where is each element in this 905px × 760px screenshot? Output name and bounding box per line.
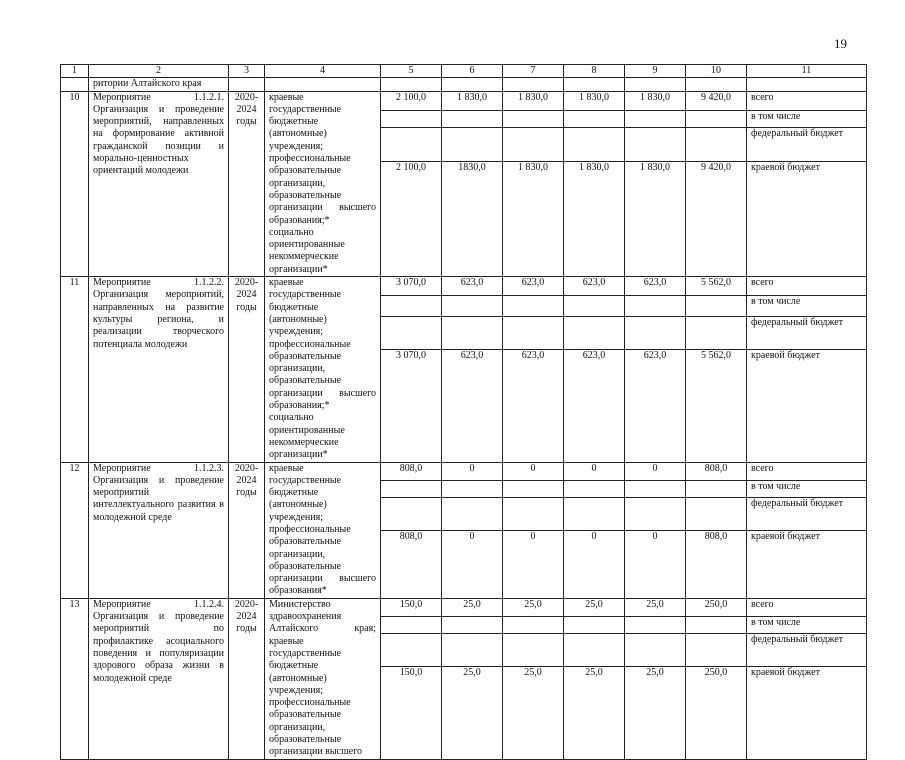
activity-period: 2020-2024 годы	[229, 277, 265, 462]
total-amount-cell: 150,0	[381, 598, 442, 616]
total-amount-cell: 25,0	[625, 598, 686, 616]
empty-cell	[442, 316, 503, 349]
regional-amount-cell: 25,0	[625, 666, 686, 759]
regional-amount-cell: 25,0	[564, 666, 625, 759]
activity-name: Мероприятие 1.1.2.3. Организация и проведение мероприятий интеллектуального развития в молодежной среде	[89, 462, 229, 598]
empty-cell	[686, 617, 747, 634]
regional-amount-cell: 808,0	[686, 530, 747, 598]
column-number-header: 1	[61, 65, 89, 78]
empty-cell	[503, 295, 564, 316]
activity-executor: краевые государственные бюджетные (автономные) учреждения; профессиональные образовательные организации, образовательные организации высшего образования;* социально ориентированные некоммерческие организации*	[265, 277, 381, 462]
empty-cell	[229, 78, 265, 91]
total-amount-cell: 623,0	[442, 277, 503, 296]
regional-amount-cell: 25,0	[503, 666, 564, 759]
total-amount-cell: 25,0	[442, 598, 503, 616]
column-number-header: 4	[265, 65, 381, 78]
column-number-header: 3	[229, 65, 265, 78]
total-amount-cell: 3 070,0	[381, 277, 442, 296]
empty-cell	[381, 498, 442, 531]
empty-cell	[442, 480, 503, 497]
empty-cell	[625, 617, 686, 634]
row-number: 13	[61, 598, 89, 759]
total-amount-cell: 623,0	[564, 277, 625, 296]
funding-label-total: всего	[747, 462, 867, 480]
empty-cell	[686, 295, 747, 316]
column-number-header: 2	[89, 65, 229, 78]
regional-amount-cell: 25,0	[442, 666, 503, 759]
program-activities-table	[60, 64, 867, 760]
total-amount-cell: 808,0	[686, 462, 747, 480]
activity-period: 2020-2024 годы	[229, 91, 265, 276]
page-number: 19	[834, 36, 847, 51]
regional-amount-cell: 1830,0	[442, 162, 503, 277]
funding-label-including: в том числе	[747, 617, 867, 634]
column-number-header: 8	[564, 65, 625, 78]
empty-cell	[442, 617, 503, 634]
total-amount-cell: 25,0	[503, 598, 564, 616]
empty-cell	[564, 78, 625, 91]
regional-amount-cell: 623,0	[625, 349, 686, 462]
activity-executor: Министерство здравоохранения Алтайского края; краевые государственные бюджетные (автономные) учреждения; профессиональные образовательные организации, образовательные организации высшего	[265, 598, 381, 759]
empty-cell	[625, 78, 686, 91]
funding-label-federal: федеральный бюджет	[747, 634, 867, 667]
regional-amount-cell: 1 830,0	[564, 162, 625, 277]
regional-amount-cell: 0	[503, 530, 564, 598]
funding-label-total: всего	[747, 277, 867, 296]
regional-amount-cell: 0	[442, 530, 503, 598]
column-number-header: 7	[503, 65, 564, 78]
empty-cell	[61, 78, 89, 91]
regional-amount-cell: 0	[625, 530, 686, 598]
funding-label-total: всего	[747, 91, 867, 110]
regional-amount-cell: 0	[564, 530, 625, 598]
activity-row	[61, 91, 867, 110]
regional-amount-cell: 250,0	[686, 666, 747, 759]
regional-amount-cell: 150,0	[381, 666, 442, 759]
empty-cell	[381, 128, 442, 162]
activity-name: Мероприятие 1.1.2.2. Организация мероприятий, направленных на развитие культуры региона, и реализации творческого потенциала молодежи	[89, 277, 229, 462]
empty-cell	[265, 78, 381, 91]
empty-cell	[625, 480, 686, 497]
empty-cell	[381, 78, 442, 91]
empty-cell	[381, 316, 442, 349]
empty-cell	[381, 110, 442, 128]
column-number-header: 6	[442, 65, 503, 78]
regional-amount-cell: 808,0	[381, 530, 442, 598]
row-number: 10	[61, 91, 89, 276]
empty-cell	[686, 480, 747, 497]
funding-label-including: в том числе	[747, 110, 867, 128]
funding-label-including: в том числе	[747, 295, 867, 316]
empty-cell	[442, 498, 503, 531]
empty-cell	[503, 480, 564, 497]
activity-row	[61, 598, 867, 616]
empty-cell	[564, 480, 625, 497]
activity-name: Мероприятие 1.1.2.4. Организация и проведение мероприятий по профилактике асоциального поведения и популяризации здорового образа жизни в молодежной среде	[89, 598, 229, 759]
empty-cell	[625, 498, 686, 531]
empty-cell	[503, 617, 564, 634]
empty-cell	[686, 316, 747, 349]
activity-row	[61, 462, 867, 480]
funding-label-total: всего	[747, 598, 867, 616]
continuation-row	[61, 78, 867, 91]
empty-cell	[564, 110, 625, 128]
empty-cell	[686, 78, 747, 91]
column-number-header: 9	[625, 65, 686, 78]
empty-cell	[503, 78, 564, 91]
regional-amount-cell: 623,0	[564, 349, 625, 462]
empty-cell	[564, 316, 625, 349]
total-amount-cell: 0	[625, 462, 686, 480]
funding-label-including: в том числе	[747, 480, 867, 497]
total-amount-cell: 250,0	[686, 598, 747, 616]
empty-cell	[625, 295, 686, 316]
total-amount-cell: 1 830,0	[503, 91, 564, 110]
empty-cell	[381, 617, 442, 634]
activity-executor: краевые государственные бюджетные (автономные) учреждения; профессиональные образовательные организации, образовательные организации высшего образования;* социально ориентированные некоммерческие организации*	[265, 91, 381, 276]
empty-cell	[564, 617, 625, 634]
total-amount-cell: 9 420,0	[686, 91, 747, 110]
empty-cell	[503, 316, 564, 349]
empty-cell	[564, 498, 625, 531]
row-number: 12	[61, 462, 89, 598]
column-number-header: 11	[747, 65, 867, 78]
column-number-header: 10	[686, 65, 747, 78]
empty-cell	[686, 110, 747, 128]
empty-cell	[442, 295, 503, 316]
row-number: 11	[61, 277, 89, 462]
empty-cell	[564, 128, 625, 162]
empty-cell	[503, 128, 564, 162]
empty-cell	[503, 498, 564, 531]
total-amount-cell: 0	[442, 462, 503, 480]
funding-label-federal: федеральный бюджет	[747, 498, 867, 531]
regional-amount-cell: 3 070,0	[381, 349, 442, 462]
total-amount-cell: 623,0	[503, 277, 564, 296]
funding-label-regional: краевой бюджет	[747, 162, 867, 277]
total-amount-cell: 1 830,0	[564, 91, 625, 110]
empty-cell	[442, 110, 503, 128]
total-amount-cell: 623,0	[625, 277, 686, 296]
activity-name: Мероприятие 1.1.2.1. Организация и проведение мероприятий, направленных на формирование активной гражданской позиции и морально-ценностных ориентаций молодежи	[89, 91, 229, 276]
empty-cell	[564, 295, 625, 316]
empty-cell	[381, 480, 442, 497]
empty-cell	[625, 128, 686, 162]
activity-period: 2020-2024 годы	[229, 598, 265, 759]
activity-period: 2020-2024 годы	[229, 462, 265, 598]
empty-cell	[381, 295, 442, 316]
regional-amount-cell: 623,0	[442, 349, 503, 462]
empty-cell	[747, 78, 867, 91]
empty-cell	[625, 110, 686, 128]
empty-cell	[625, 316, 686, 349]
regional-amount-cell: 1 830,0	[625, 162, 686, 277]
empty-cell	[442, 78, 503, 91]
activity-row	[61, 277, 867, 296]
funding-label-federal: федеральный бюджет	[747, 128, 867, 162]
activity-executor: краевые государственные бюджетные (автономные) учреждения; профессиональные образовательные организации, образовательные организации высшего образования*	[265, 462, 381, 598]
total-amount-cell: 2 100,0	[381, 91, 442, 110]
total-amount-cell: 25,0	[564, 598, 625, 616]
total-amount-cell: 5 562,0	[686, 277, 747, 296]
continuation-text: ритории Алтайского края	[89, 78, 229, 91]
total-amount-cell: 1 830,0	[625, 91, 686, 110]
funding-label-regional: краевой бюджет	[747, 349, 867, 462]
funding-label-regional: краевой бюджет	[747, 530, 867, 598]
regional-amount-cell: 2 100,0	[381, 162, 442, 277]
funding-label-regional: краевой бюджет	[747, 666, 867, 759]
total-amount-cell: 0	[503, 462, 564, 480]
empty-cell	[686, 498, 747, 531]
empty-cell	[686, 128, 747, 162]
regional-amount-cell: 9 420,0	[686, 162, 747, 277]
total-amount-cell: 1 830,0	[442, 91, 503, 110]
total-amount-cell: 808,0	[381, 462, 442, 480]
regional-amount-cell: 623,0	[503, 349, 564, 462]
funding-label-federal: федеральный бюджет	[747, 316, 867, 349]
regional-amount-cell: 1 830,0	[503, 162, 564, 277]
total-amount-cell: 0	[564, 462, 625, 480]
regional-amount-cell: 5 562,0	[686, 349, 747, 462]
column-number-header: 5	[381, 65, 442, 78]
empty-cell	[442, 128, 503, 162]
column-number-row	[61, 65, 867, 78]
empty-cell	[503, 110, 564, 128]
